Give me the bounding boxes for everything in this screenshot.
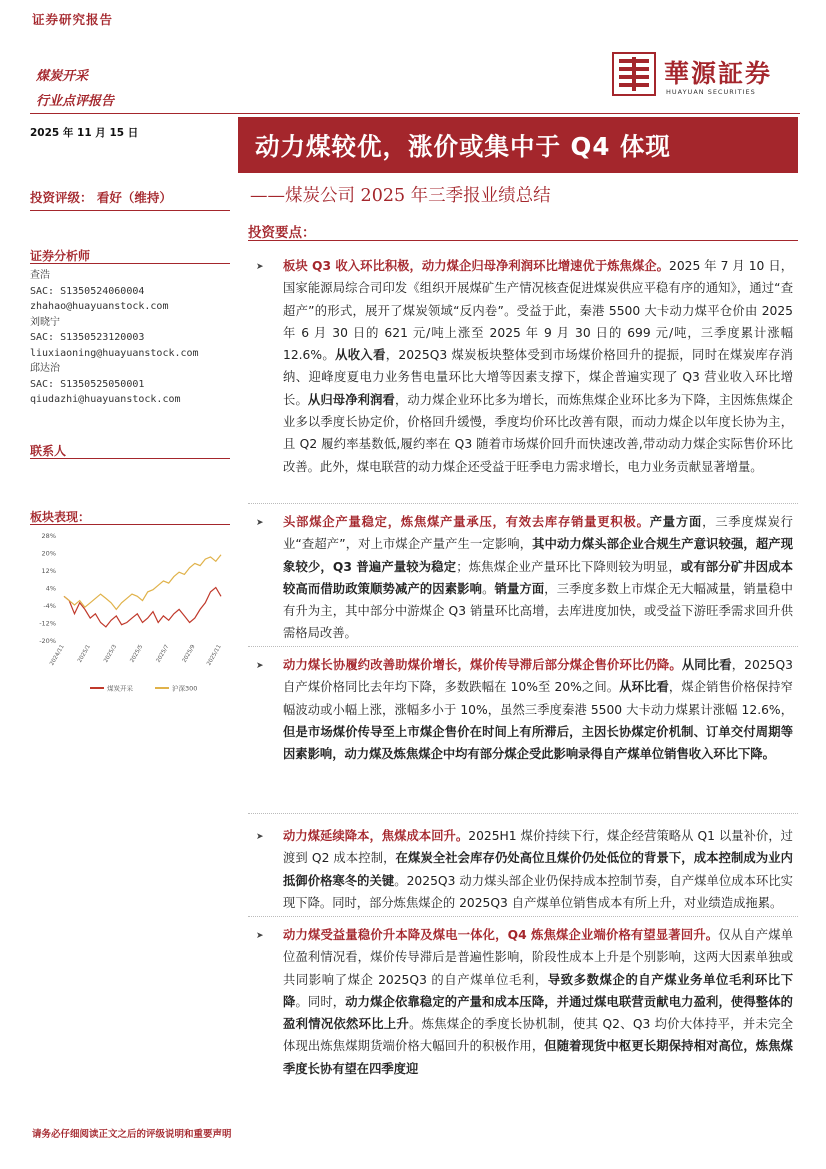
- header-divider: [30, 113, 800, 114]
- x-tick-label: 2025/3: [103, 644, 119, 664]
- logo-subtitle: HUAYUAN SECURITIES: [666, 88, 756, 96]
- y-tick-label: 20%: [41, 549, 56, 558]
- point-divider: [248, 503, 798, 504]
- x-tick-label: 2024/11: [49, 644, 66, 667]
- y-tick-label: -12%: [39, 619, 56, 628]
- x-tick-label: 2025/7: [155, 644, 171, 664]
- point-divider: [248, 813, 798, 814]
- huayuan-logo-icon: [612, 52, 656, 96]
- analyst-name: 查浩: [30, 270, 50, 281]
- rating-divider: [30, 210, 230, 211]
- series-line: [64, 555, 221, 610]
- x-tick-label: 2025/9: [181, 644, 197, 664]
- analyst-divider: [30, 263, 230, 264]
- footer-disclaimer: 请务必仔细阅读正文之后的评级说明和重要声明: [32, 1129, 232, 1140]
- analyst-sac: SAC: S1350524060004: [30, 285, 145, 297]
- series-line: [64, 588, 221, 627]
- y-tick-label: -20%: [39, 637, 56, 645]
- y-tick-label: -4%: [43, 602, 56, 610]
- legend-label: 沪深300: [172, 684, 198, 693]
- bullet-icon: ➤: [256, 661, 264, 671]
- bullet-icon: ➤: [256, 262, 264, 272]
- analyst-email[interactable]: liuxiaoning@huayuanstock.com: [30, 347, 199, 359]
- analyst-list: [30, 268, 199, 408]
- analyst-sac: SAC: S1350523120003: [30, 332, 145, 343]
- point-divider: [248, 646, 798, 647]
- report-date: 2025 年 11 月 15 日: [30, 127, 139, 139]
- key-point-3: 动力煤长协履约改善助煤价增长，煤价传导滞后部分煤企售价环比仍降。从同比看，2025Q3 自产煤价格同比去年均下降，多数跌幅在 10%至 20%之间。从环比看，煤企销售价格保持窄幅波动或小幅上涨，涨幅多小于 10%，虽然三季度秦港 5500 大卡动力煤累计涨幅 12.6%，但是市场煤价传导至上市煤企售价在时间上有所滞后，主因长协煤定价机制、订单交付周期等因素影响，动力煤及炼焦煤企中均有部分煤企受此影响录得自产煤单位销售收入环比下降。: [283, 658, 793, 762]
- key-points-heading: 投资要点：: [248, 225, 316, 241]
- y-tick-label: 4%: [45, 584, 56, 593]
- y-tick-label: 28%: [41, 532, 56, 540]
- x-tick-label: 2025/5: [129, 644, 145, 664]
- logo-name: 華源証券: [664, 59, 773, 88]
- key-point-4: 动力煤延续降本，焦煤成本回升。2025H1 煤价持续下行，煤企经营策略从 Q1 以量补价，过渡到 Q2 成本控制，在煤炭全社会库存仍处高位且煤价仍处低位的背景下，成本控制成为业内抵御价格寒冬的关键。2025Q3 动力煤头部企业仍保持成本控制节奏，自产煤单位成本环比实现下降。同时，部分炼焦煤企的 2025Q3 自产煤单位销售成本有所上升，对业绩造成拖累。: [283, 829, 793, 910]
- analyst-name: 刘晓宁: [30, 316, 60, 328]
- key-points-divider: [248, 240, 798, 241]
- bullet-icon: ➤: [256, 518, 264, 528]
- analyst-sac: SAC: S1350525050001: [30, 378, 145, 390]
- point-divider: [248, 916, 798, 917]
- investment-rating: [30, 188, 172, 206]
- x-tick-label: 2025/1: [77, 644, 92, 664]
- page-title: 动力煤较优，涨价或集中于 Q4 体现: [255, 132, 671, 161]
- key-point-5: 动力煤受益量稳价升本降及煤电一体化，Q4 炼焦煤企业端价格有望显著回升。仅从自产煤单位盈利情况看，煤价传导滞后是普遍性影响，阶段性成本上升是个别影响，这两大因素单独或共同影响了煤企 2025Q3 的自产煤单位毛利，导致多数煤企的自产煤业务单位毛利环比下降。同时，动力煤企依靠稳定的产量和成本压降，并通过煤电联营贡献电力盈利，使得整体的盈利情况依然环比上升。炼焦煤企的季度长协机制，使其 Q2、Q3 均价大体持平，并未完全体现出炼焦煤期货端价格大幅回升的积极作用，但随着现货中枢更长期保持相对高位，炼焦煤季度长协有望在四季度迎: [283, 928, 793, 1076]
- x-tick-label: 2025/11: [206, 644, 223, 667]
- category-primary: 煤炭开采: [36, 69, 89, 84]
- key-point-1: 板块 Q3 收入环比积极，动力煤企归母净利润环比增速优于炼焦煤企。2025 年 7 月 10 日，国家能源局综合司印发《组织开展煤矿生产情况核查促进煤炭供应平稳有序的通知》，通过“查超产”的形式，展开了煤炭领域“反内卷”。受益于此，秦港 5500 大卡动力煤平仓价由 2025 年 6 月 30 日的 621 元/吨上涨至 2025 年 9 月 30 日的 699 元/吨，三季度累计涨幅 12.6%。从收入看，2025Q3 煤炭板块整体受到市场煤价格回升的提振，同时在煤炭库存消纳、迎峰度夏电力业务售电量环比大增等因素支撑下，煤企普遍实现了 Q3 营业收入环比增长。从归母净利润看，动力煤企业环比多为增长，而炼焦煤企业环比多为下降，主因炼焦煤企业多以季度长协定价，价格回升缓慢，季度均价环比改善有限，而动力煤企以年度长协为主，且 Q2 履约率基数低,履约率在 Q3 随着市场煤价回升而快速改善,带动动力煤企实际售价环比改善。此外，煤电联营的动力煤企还受益于旺季电力需求增长，电力业务贡献显著增量。: [283, 259, 794, 474]
- contact-divider: [30, 458, 230, 459]
- sector-performance-chart: [30, 527, 230, 707]
- report-tag: 证券研究报告: [32, 12, 114, 27]
- bullet-icon: ➤: [256, 832, 264, 842]
- bullet-icon: ➤: [256, 931, 264, 941]
- category-secondary: 行业点评报告: [36, 94, 115, 109]
- perf-heading: 板块表现：: [30, 510, 91, 524]
- rating-value: 看好（维持）: [96, 190, 172, 205]
- y-tick-label: 12%: [41, 567, 56, 575]
- analyst-email[interactable]: zhahao@huayuanstock.com: [30, 301, 169, 312]
- perf-divider: [30, 524, 230, 525]
- analyst-email[interactable]: qiudazhi@huayuanstock.com: [30, 394, 181, 405]
- legend-label: 煤炭开采: [107, 684, 133, 693]
- rating-label: 投资评级：: [30, 190, 93, 205]
- analyst-heading: 证券分析师: [30, 249, 91, 263]
- analyst-name: 邱达治: [30, 363, 60, 374]
- page-subtitle: ——煤炭公司 2025 年三季报业绩总结: [250, 186, 551, 206]
- contact-heading: 联系人: [30, 444, 67, 458]
- key-point-2: 头部煤企产量稳定，炼焦煤产量承压，有效去库存销量更积极。产量方面，三季度煤炭行业“查超产”，对上市煤企产量产生一定影响，其中动力煤头部企业合规生产意识较强，超产现象较少，Q3 普遍产量较为稳定；炼焦煤企业产量环比下降则较为明显，或有部分矿井因成本较高而借助政策顺势减产的因素影响。销量方面，三季度多数上市煤企无大幅减量，销量稳中有升为主，其中部分中游煤企 Q3 销量环比高增，去库进度加快，或受益下游旺季需求回升供需格局改善。: [283, 515, 793, 641]
